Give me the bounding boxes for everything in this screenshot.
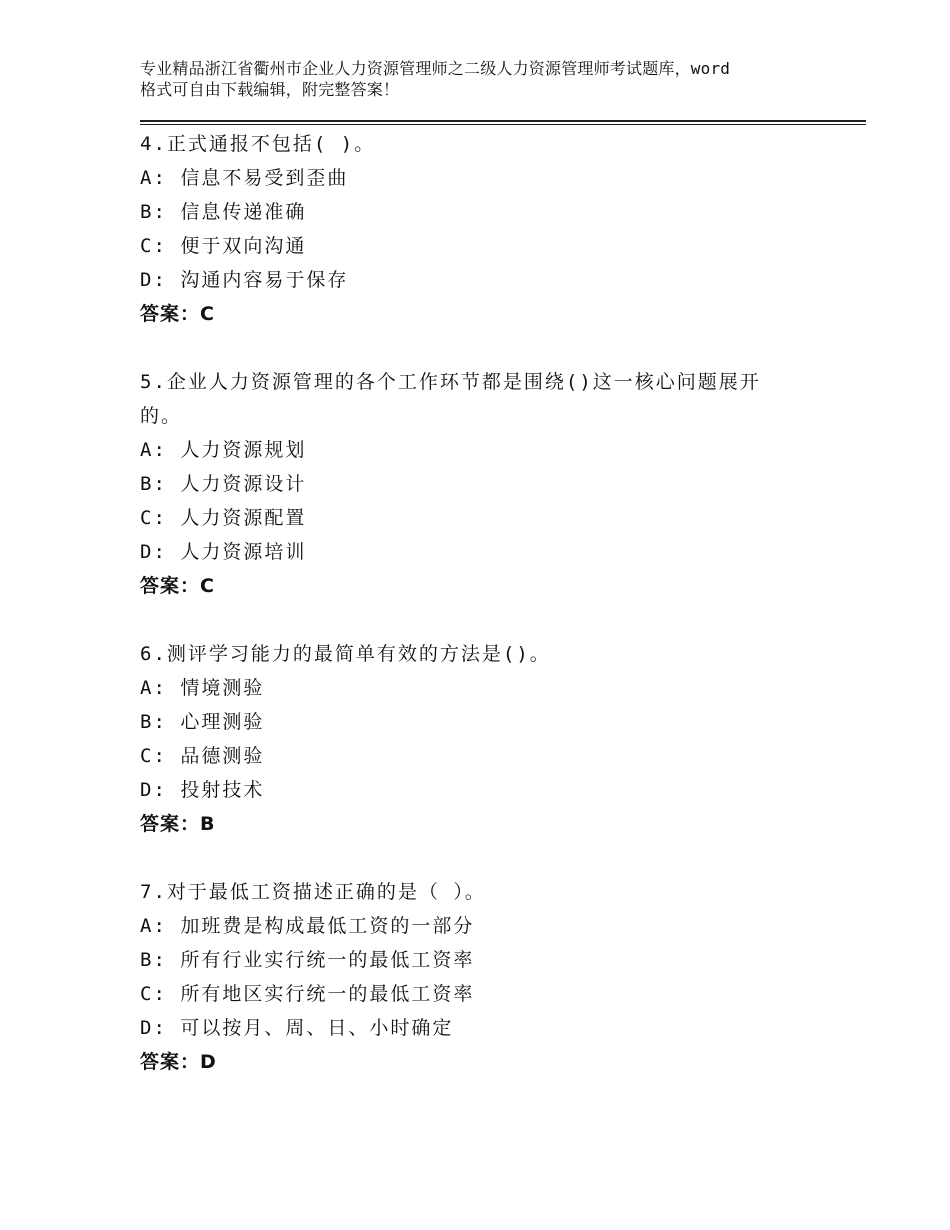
option-a: A: 情境测验 (140, 677, 265, 699)
answer-label: 答案：C (140, 303, 215, 325)
option-d: D: 沟通内容易于保存 (140, 269, 349, 291)
option-a: A: 信息不易受到歪曲 (140, 167, 349, 189)
question-4 (140, 127, 800, 331)
option-d: D: 投射技术 (140, 779, 265, 801)
answer-label: 答案：C (140, 575, 215, 597)
question-stem: 4.正式通报不包括( )。 (140, 133, 376, 155)
header-divider-thin (140, 124, 866, 125)
option-a: A: 人力资源规划 (140, 439, 307, 461)
question-list (140, 127, 800, 1079)
option-b: B: 所有行业实行统一的最低工资率 (140, 949, 475, 971)
question-6 (140, 637, 800, 841)
answer-label: 答案：B (140, 813, 216, 835)
option-d: D: 人力资源培训 (140, 541, 307, 563)
option-b: B: 心理测验 (140, 711, 265, 733)
option-c: C: 人力资源配置 (140, 507, 307, 529)
header-line-1: 专业精品浙江省衢州市企业人力资源管理师之二级人力资源管理师考试题库，word (140, 59, 731, 78)
question-7 (140, 875, 800, 1079)
question-5 (140, 365, 800, 603)
document-header (140, 58, 840, 100)
option-a: A: 加班费是构成最低工资的一部分 (140, 915, 475, 937)
option-c: C: 便于双向沟通 (140, 235, 307, 257)
option-d: D: 可以按月、周、日、小时确定 (140, 1017, 454, 1039)
header-divider (140, 120, 866, 122)
question-stem: 7.对于最低工资描述正确的是（ ）。 (140, 881, 486, 903)
option-c: C: 品德测验 (140, 745, 265, 767)
answer-label: 答案：D (140, 1051, 217, 1073)
option-b: B: 人力资源设计 (140, 473, 307, 495)
option-c: C: 所有地区实行统一的最低工资率 (140, 983, 475, 1005)
header-line-2: 格式可自由下载编辑，附完整答案！ (140, 80, 400, 99)
question-stem: 6.测评学习能力的最简单有效的方法是()。 (140, 643, 551, 665)
option-b: B: 信息传递准确 (140, 201, 307, 223)
question-stem: 5.企业人力资源管理的各个工作环节都是围绕()这一核心问题展开的。 (140, 371, 761, 427)
